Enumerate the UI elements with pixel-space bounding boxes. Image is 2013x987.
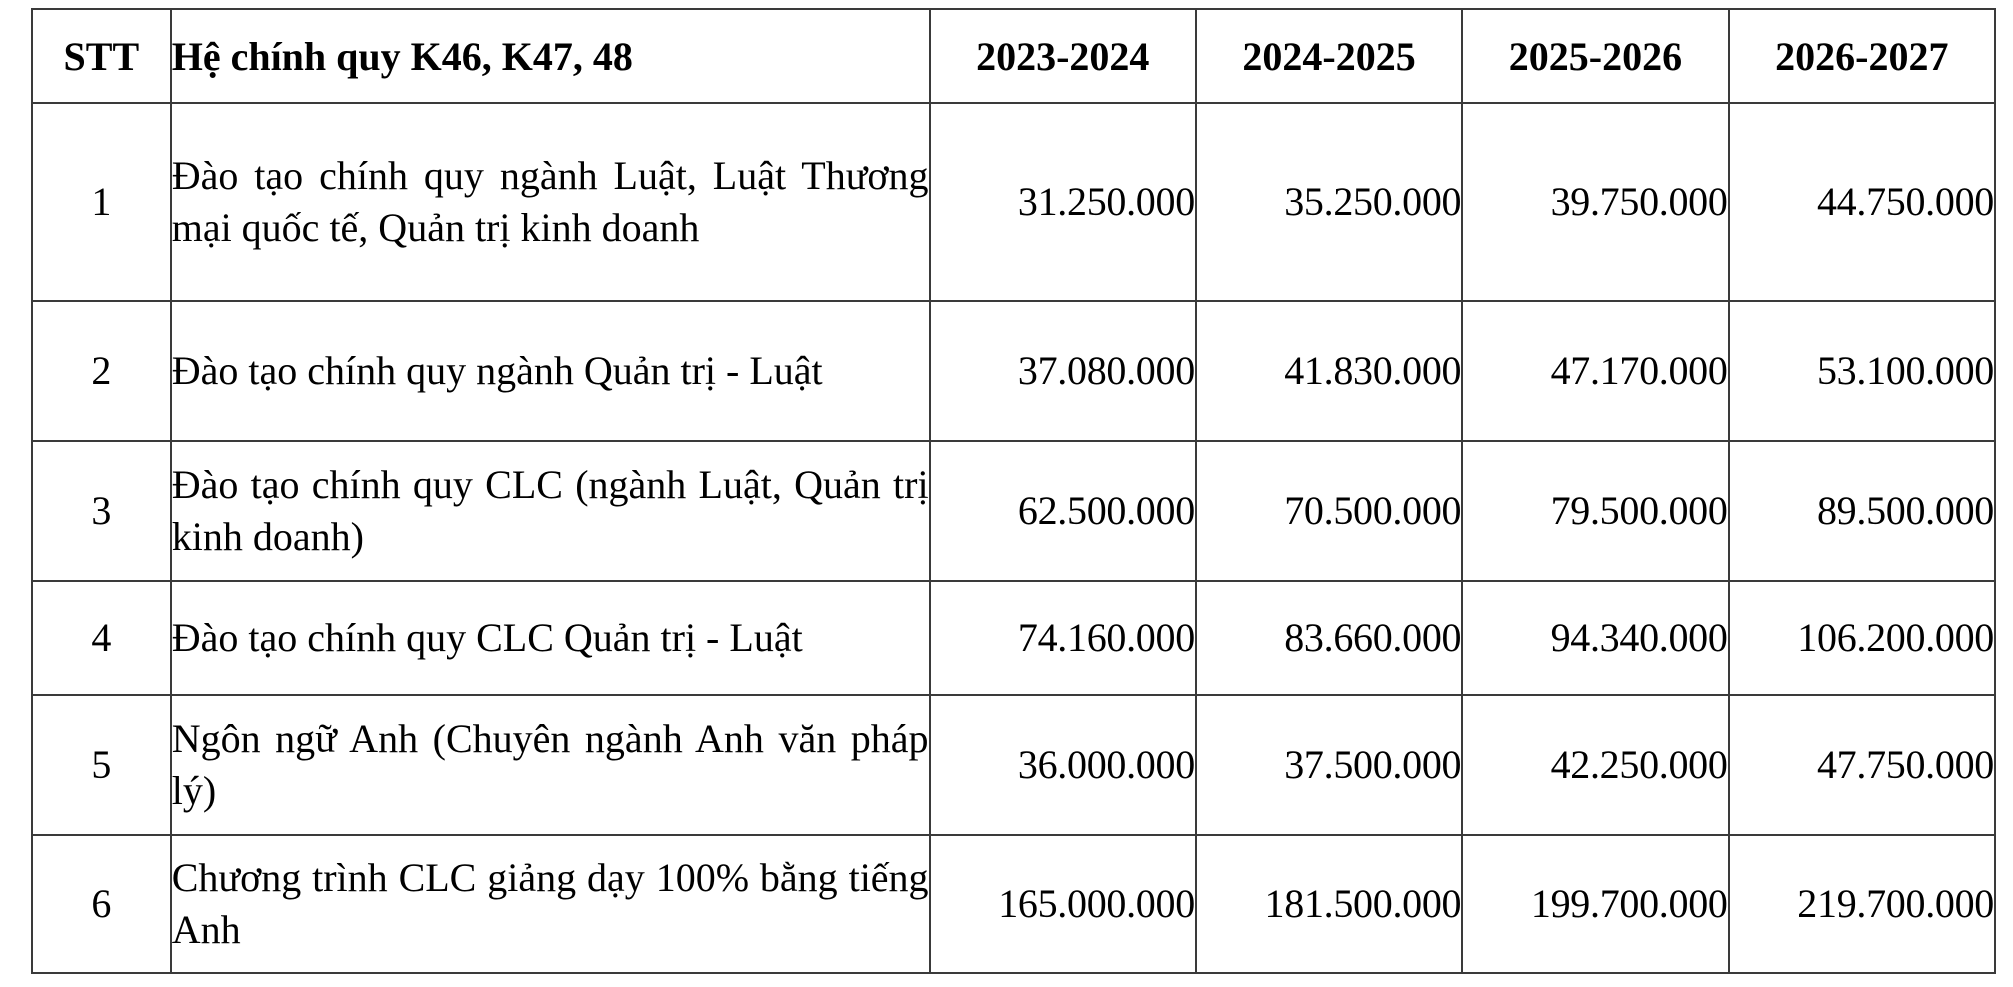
fee-cell: 165.000.000 (930, 835, 1196, 973)
fee-cell: 89.500.000 (1729, 441, 1995, 581)
header-year-2025-2026: 2025-2026 (1462, 9, 1728, 103)
fee-cell: 74.160.000 (930, 581, 1196, 695)
row-program: Đào tạo chính quy CLC Quản trị - Luật (171, 581, 930, 695)
table-row (32, 695, 1995, 835)
fee-cell: 47.170.000 (1462, 301, 1728, 441)
row-stt: 2 (32, 301, 171, 441)
fee-cell: 53.100.000 (1729, 301, 1995, 441)
row-program: Chương trình CLC giảng dạy 100% bằng tiếng Anh (171, 835, 930, 973)
fee-cell: 39.750.000 (1462, 103, 1728, 301)
fee-cell: 37.080.000 (930, 301, 1196, 441)
row-stt: 6 (32, 835, 171, 973)
row-stt: 1 (32, 103, 171, 301)
fee-cell: 36.000.000 (930, 695, 1196, 835)
header-year-2024-2025: 2024-2025 (1196, 9, 1462, 103)
fee-cell: 44.750.000 (1729, 103, 1995, 301)
table-row (32, 581, 1995, 695)
table-row (32, 103, 1995, 301)
row-program: Ngôn ngữ Anh (Chuyên ngành Anh văn pháp lý) (171, 695, 930, 835)
fee-cell: 35.250.000 (1196, 103, 1462, 301)
header-year-2026-2027: 2026-2027 (1729, 9, 1995, 103)
table-row (32, 301, 1995, 441)
row-stt: 5 (32, 695, 171, 835)
table-row (32, 835, 1995, 973)
fee-cell: 70.500.000 (1196, 441, 1462, 581)
header-program: Hệ chính quy K46, K47, 48 (171, 9, 930, 103)
row-program: Đào tạo chính quy CLC (ngành Luật, Quản trị kinh doanh) (171, 441, 930, 581)
table-header-row (32, 9, 1995, 103)
row-stt: 3 (32, 441, 171, 581)
fee-cell: 199.700.000 (1462, 835, 1728, 973)
fee-cell: 106.200.000 (1729, 581, 1995, 695)
fee-cell: 83.660.000 (1196, 581, 1462, 695)
fee-cell: 42.250.000 (1462, 695, 1728, 835)
fee-cell: 79.500.000 (1462, 441, 1728, 581)
fee-cell: 31.250.000 (930, 103, 1196, 301)
fee-cell: 94.340.000 (1462, 581, 1728, 695)
fee-cell: 47.750.000 (1729, 695, 1995, 835)
header-year-2023-2024: 2023-2024 (930, 9, 1196, 103)
table-row (32, 441, 1995, 581)
fee-cell: 41.830.000 (1196, 301, 1462, 441)
header-stt: STT (32, 9, 171, 103)
fee-cell: 37.500.000 (1196, 695, 1462, 835)
row-program: Đào tạo chính quy ngành Quản trị - Luật (171, 301, 930, 441)
tuition-fee-table (31, 8, 1996, 974)
fee-cell: 181.500.000 (1196, 835, 1462, 973)
row-stt: 4 (32, 581, 171, 695)
row-program: Đào tạo chính quy ngành Luật, Luật Thương mại quốc tế, Quản trị kinh doanh (171, 103, 930, 301)
fee-cell: 62.500.000 (930, 441, 1196, 581)
fee-cell: 219.700.000 (1729, 835, 1995, 973)
